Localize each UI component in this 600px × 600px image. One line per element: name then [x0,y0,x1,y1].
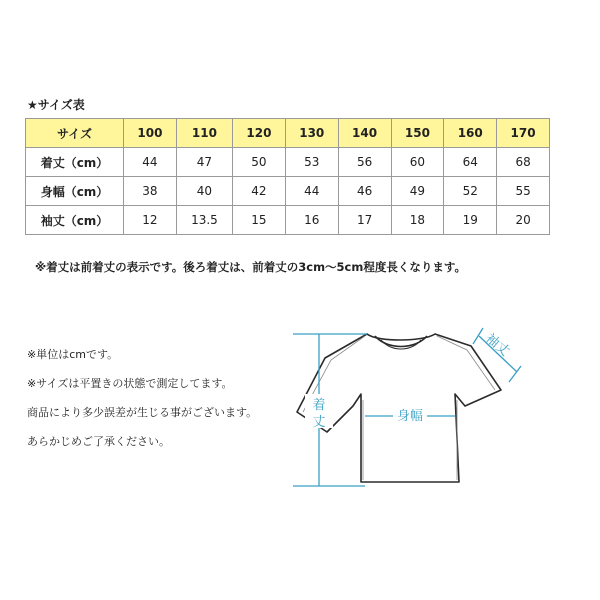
size-table [25,118,550,235]
table-cell: 60 [391,148,444,177]
table-cell: 15 [233,206,286,235]
table-cell: 40 [176,177,232,206]
length-note: ※着丈は前着丈の表示です。後ろ着丈は、前着丈の3cm〜5cm程度長くなります。 [35,260,466,274]
table-cell: 16 [285,206,338,235]
size-header-row [26,119,550,148]
size-header-cell: 170 [497,119,550,148]
table-cell: 18 [391,206,444,235]
note-line: ※単位はcmです。 [27,348,119,361]
table-row-width [26,177,550,206]
row-label: 着丈（cm） [26,148,124,177]
sleeve-label: 袖丈 [482,331,513,360]
length-label-2: 丈 [312,415,326,430]
table-cell: 53 [285,148,338,177]
table-cell: 12 [124,206,177,235]
row-label: 身幅（cm） [26,177,124,206]
note-line: 商品により多少誤差が生じる事がございます。 [27,406,258,419]
length-label-1: 着 [312,398,326,413]
table-cell: 47 [176,148,232,177]
table-cell: 20 [497,206,550,235]
size-header-cell: 100 [124,119,177,148]
table-cell: 52 [444,177,497,206]
size-header-cell: 120 [233,119,286,148]
table-cell: 46 [338,177,391,206]
notes-list [27,340,257,456]
table-cell: 13.5 [176,206,232,235]
size-header-cell: 130 [285,119,338,148]
table-cell: 50 [233,148,286,177]
table-cell: 44 [124,148,177,177]
note-line: あらかじめご了承ください。 [27,435,170,448]
table-row-length [26,148,550,177]
table-cell: 68 [497,148,550,177]
row-label: 袖丈（cm） [26,206,124,235]
table-cell: 44 [285,177,338,206]
size-table-title: ★サイズ表 [27,98,85,112]
table-cell: 19 [444,206,497,235]
note-line: ※サイズは平置きの状態で測定してます。 [27,377,233,390]
size-header-cell: 110 [176,119,232,148]
size-header-cell: 150 [391,119,444,148]
table-cell: 42 [233,177,286,206]
width-label: 身幅 [396,409,424,424]
table-cell: 17 [338,206,391,235]
table-cell: 38 [124,177,177,206]
size-header-cell: 140 [338,119,391,148]
size-header-label: サイズ [26,119,124,148]
table-cell: 56 [338,148,391,177]
size-header-cell: 160 [444,119,497,148]
table-row-sleeve [26,206,550,235]
table-cell: 49 [391,177,444,206]
table-cell: 55 [497,177,550,206]
table-cell: 64 [444,148,497,177]
tshirt-diagram [285,312,525,502]
